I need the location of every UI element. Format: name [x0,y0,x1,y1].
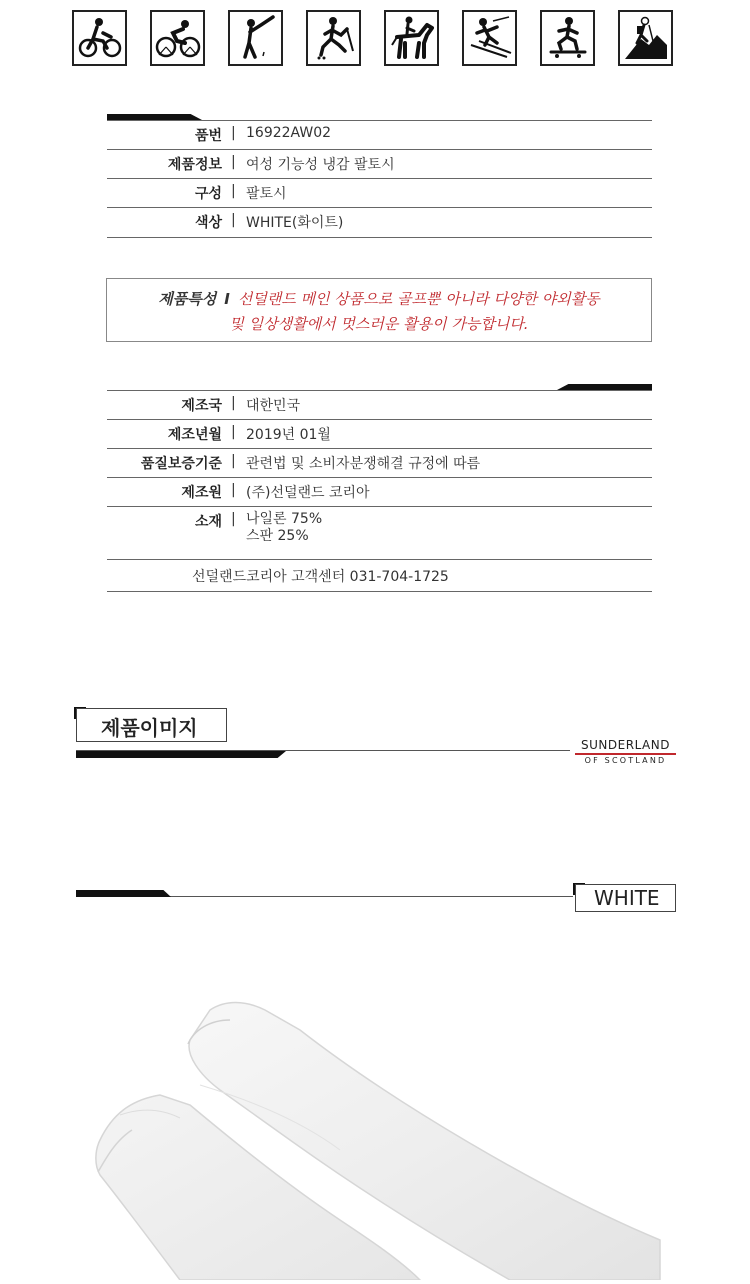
spec-value [246,511,322,545]
golf-icon [228,10,283,66]
spec-separator: | [231,424,236,440]
section-title-box [76,708,227,742]
spec-label: 품번 [194,128,222,144]
spec-value: 팔토시 [246,186,287,202]
divider [107,237,652,238]
spec-value: WHITE(화이트) [246,215,344,231]
road-cycling-icon [150,10,205,66]
spec-row-product-info [107,149,652,178]
customer-center-row [107,559,652,592]
feature-line-1 [107,288,651,309]
feature-separator: I [224,290,230,308]
inline-hockey-icon [306,10,361,66]
spec-label: 구성 [194,186,222,202]
spec-label: 제품정보 [167,157,222,173]
customer-center-text: 선덜랜드코리아 고객센터 031-704-1725 [192,569,449,585]
color-label: WHITE [594,886,660,910]
spec-row-material [107,506,652,558]
section-bar [76,751,286,758]
brand-logo [575,738,676,765]
spec-value: (주)선덜랜드 코리아 [246,485,370,501]
skateboarding-icon [540,10,595,66]
feature-text-2: 및 일상생활에서 멋스러운 활용이 가능합니다. [229,315,529,333]
spec-row-manufacture-date [107,419,652,448]
horse-riding-icon [384,10,439,66]
product-image-arm-sleeves [60,990,750,1280]
activity-icons [72,10,676,66]
spec-label: 소재 [194,514,222,530]
spec-row-manufacturer [107,477,652,506]
spec-separator: | [231,154,236,170]
spec-label: 제조국 [181,398,222,414]
material-line-1: 나일론 75% [246,511,323,527]
spec-value: 2019년 01월 [246,427,331,443]
spec-value: 16922AW02 [246,125,332,141]
spec-separator: | [231,183,236,199]
divider [107,591,652,592]
spec-value: 관련법 및 소비자분쟁해결 규정에 따름 [246,456,481,472]
spec-row-item-number [107,120,652,149]
brand-name: SUNDERLAND [575,738,676,755]
section-rule [76,750,570,751]
spec-separator: | [231,212,236,228]
skiing-icon [462,10,517,66]
section-bar [76,890,171,897]
spec-row-warranty [107,448,652,477]
hiking-icon [618,10,673,66]
spec-label: 품질보증기준 [140,456,222,472]
material-line-2: 스판 25% [246,528,309,544]
feature-title: 제품특성 [158,290,217,308]
spec-label: 제조년월 [167,427,222,443]
brand-tagline: OF SCOTLAND [584,756,667,765]
spec-separator: | [231,395,236,411]
spec-separator: | [231,125,236,141]
color-label-box [575,884,676,912]
spec-value: 대한민국 [246,398,301,414]
spec-separator: | [231,482,236,498]
section-title: 제품이미지 [101,716,198,740]
spec-separator: | [231,511,236,527]
spec-label: 색상 [194,215,222,231]
feature-box [106,278,652,342]
spec-row-color [107,207,652,236]
cycling-cruiser-icon [72,10,127,66]
spec-separator: | [231,453,236,469]
spec-row-country [107,390,652,419]
spec-value: 여성 기능성 냉감 팔토시 [246,157,395,173]
spec-row-composition [107,178,652,207]
feature-text-1: 선덜랜드 메인 상품으로 골프뿐 아니라 다양한 야외활동 [237,290,600,308]
spec-label: 제조원 [181,485,222,501]
